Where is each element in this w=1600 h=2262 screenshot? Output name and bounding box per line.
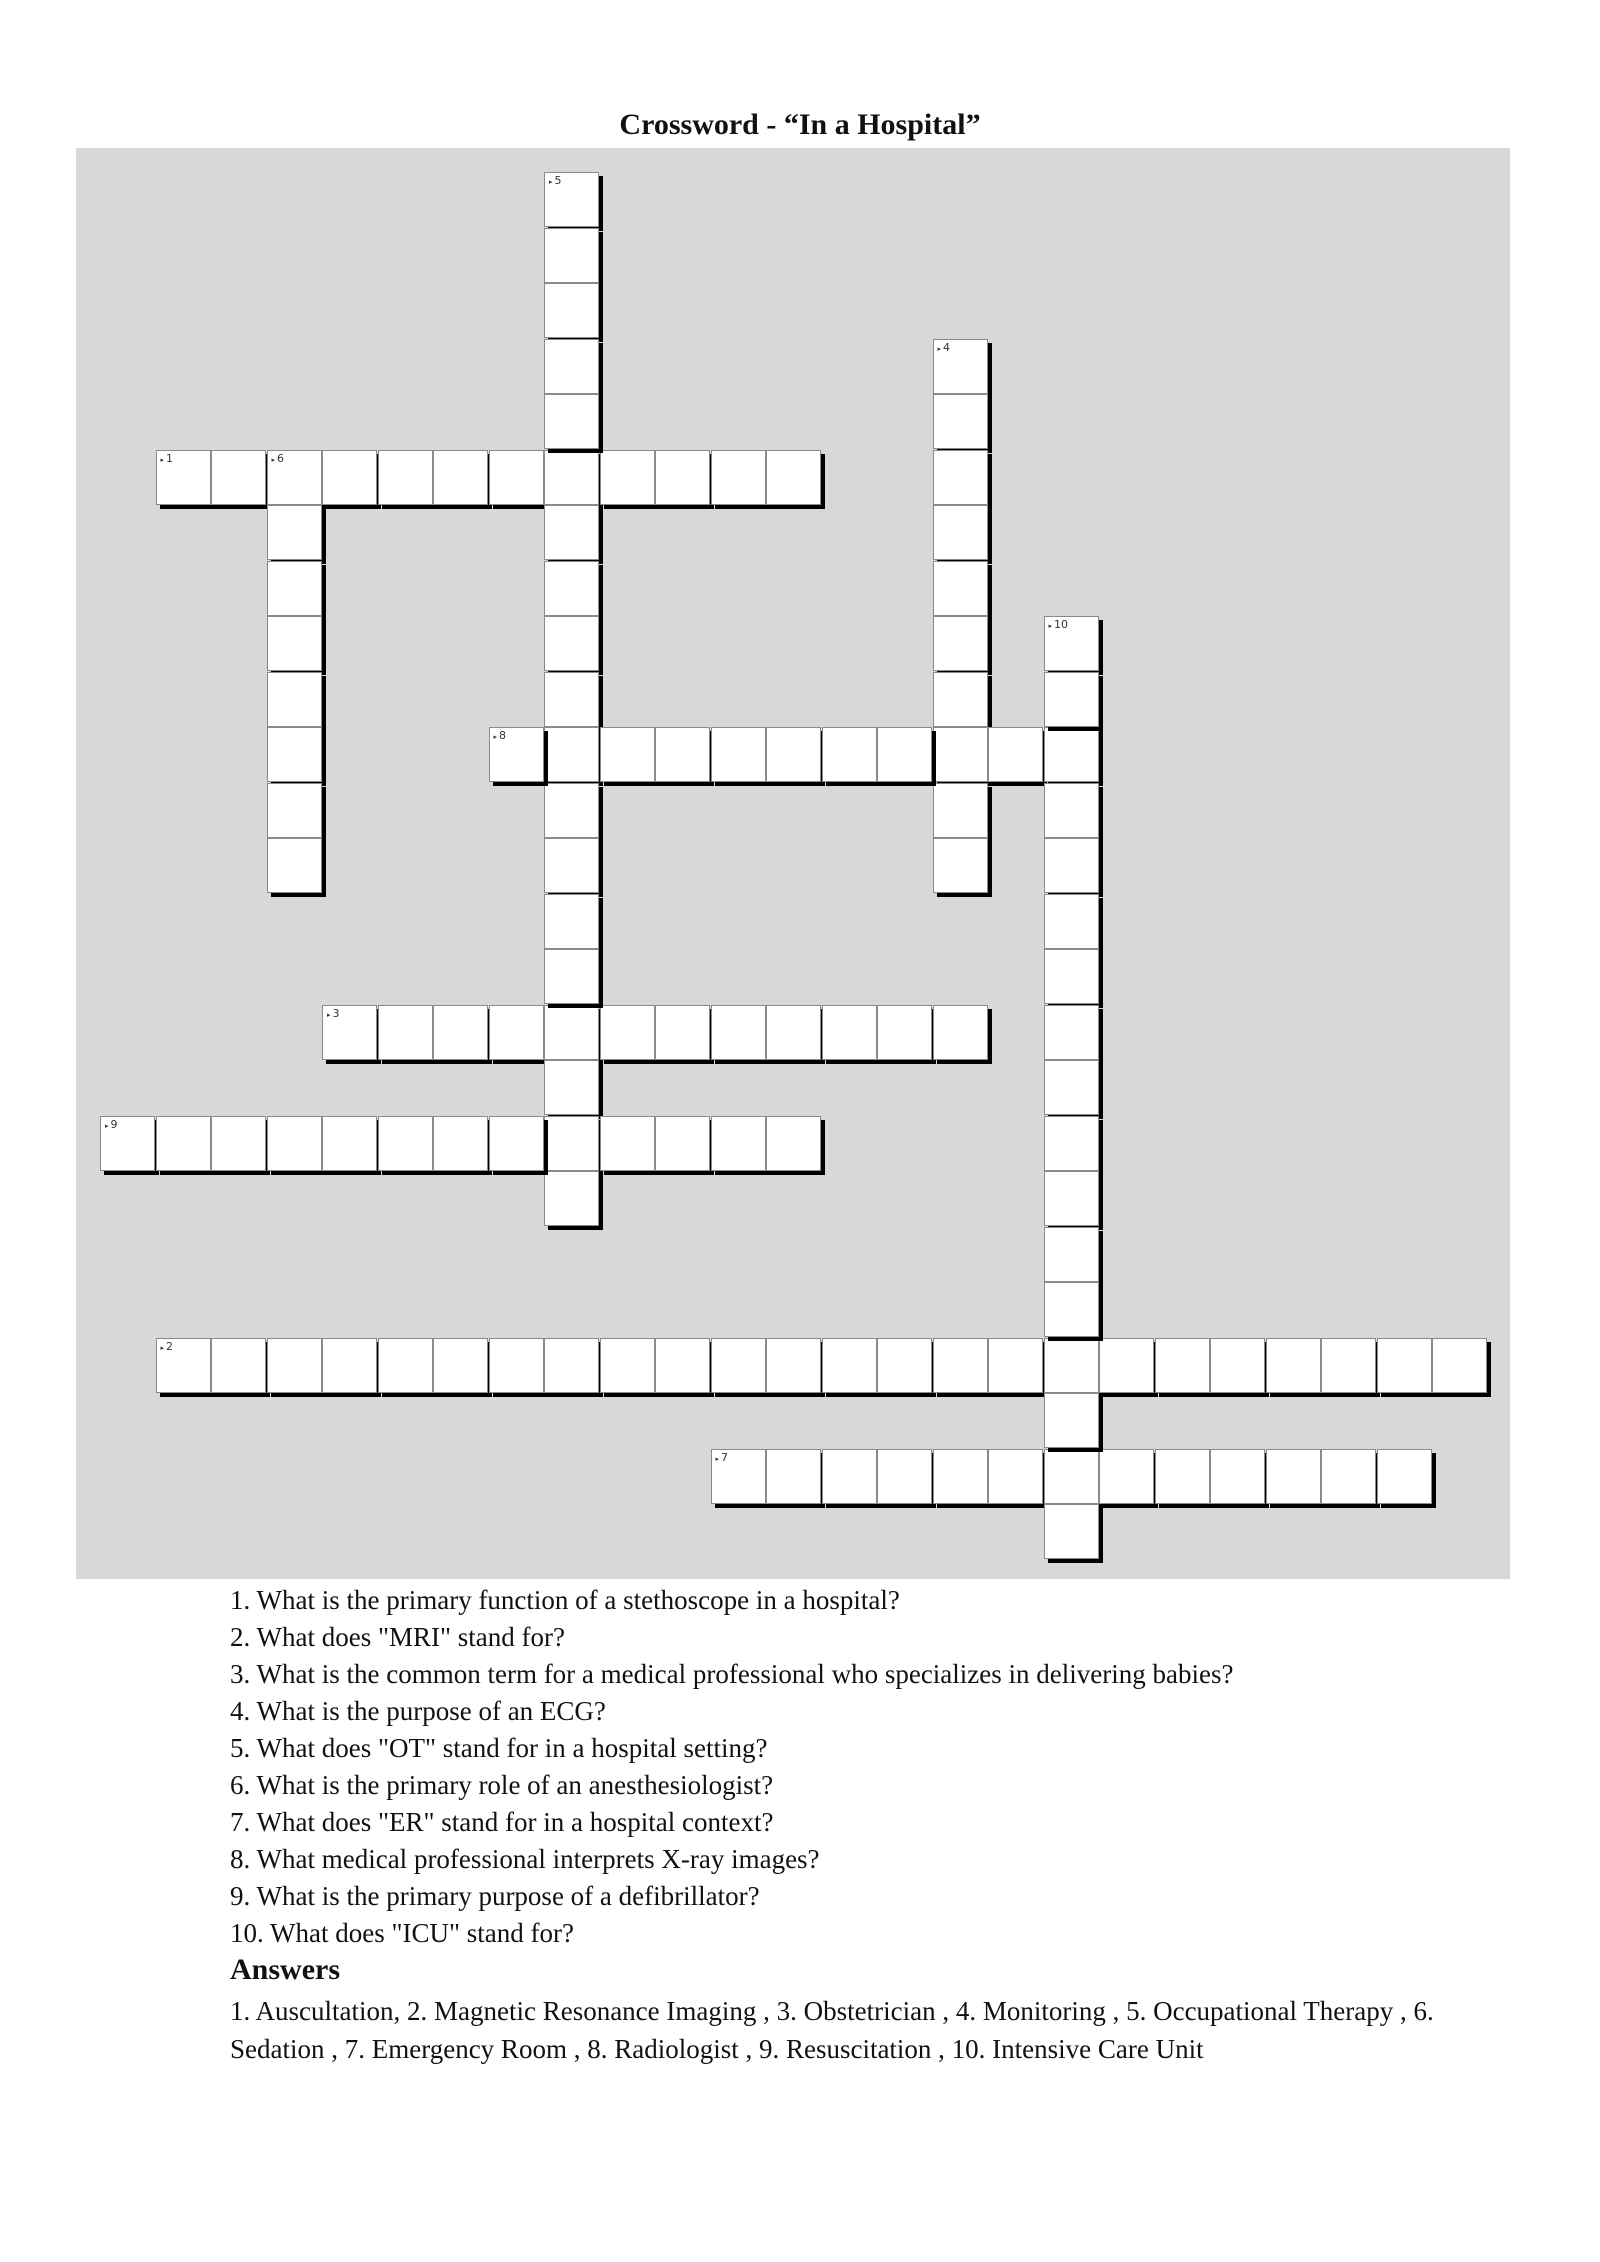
crossword-cell[interactable] [933, 1338, 988, 1393]
arrow-icon: ▸ [327, 1010, 331, 1019]
crossword-cell[interactable] [877, 1005, 932, 1060]
crossword-cell[interactable] [1044, 727, 1099, 782]
crossword-cell[interactable] [544, 339, 599, 394]
crossword-cell[interactable] [1210, 1338, 1265, 1393]
crossword-cell[interactable] [988, 1449, 1043, 1504]
arrow-icon: ▸ [1048, 622, 1053, 630]
crossword-cell[interactable] [433, 1116, 488, 1171]
crossword-cell[interactable] [378, 1005, 433, 1060]
arrow-icon: ▸ [493, 733, 498, 741]
crossword-cell[interactable] [766, 1005, 821, 1060]
crossword-cell[interactable] [489, 1338, 544, 1393]
clue-number-label: 4 [943, 340, 951, 354]
clue-item: 10. What does "ICU" stand for? [230, 1918, 574, 1948]
crossword-cell[interactable] [822, 1449, 877, 1504]
crossword-cell[interactable] [544, 894, 599, 949]
crossword-cell[interactable] [933, 450, 988, 505]
clue-number [494, 729, 507, 744]
crossword-cell[interactable] [711, 1338, 766, 1393]
crossword-cell[interactable] [1044, 1171, 1099, 1226]
crossword-cell[interactable] [655, 1005, 710, 1060]
crossword-cell[interactable] [211, 450, 266, 505]
crossword-cell[interactable] [988, 727, 1043, 782]
crossword-cell[interactable] [267, 783, 322, 838]
crossword-cell[interactable] [322, 1116, 377, 1171]
clue-item: 6. What is the primary role of an anesthesiologist? [230, 1770, 774, 1800]
arrow-icon: ▸ [937, 344, 942, 353]
crossword-cell[interactable] [1044, 1393, 1099, 1448]
crossword-cell[interactable] [489, 1116, 544, 1171]
crossword-cell[interactable] [1044, 1116, 1099, 1171]
arrow-icon: ▸ [105, 1121, 109, 1130]
crossword-cell[interactable] [1155, 1338, 1210, 1393]
arrow-icon: ▸ [160, 1343, 165, 1352]
crossword-cell[interactable] [933, 838, 988, 893]
clue-number [716, 1451, 729, 1466]
clue-item: 1. What is the primary function of a stethoscope in a hospital? [230, 1585, 900, 1615]
clue-number [549, 174, 562, 189]
clue-number-label: 1 [166, 451, 174, 465]
crossword-cell[interactable] [766, 1449, 821, 1504]
crossword-cell[interactable] [267, 561, 322, 616]
crossword-cell[interactable] [544, 283, 599, 338]
crossword-cell[interactable] [1044, 1227, 1099, 1282]
crossword-cell[interactable] [267, 727, 322, 782]
crossword-cell[interactable] [267, 672, 322, 727]
crossword-cell[interactable] [766, 1116, 821, 1171]
crossword-cell[interactable] [544, 228, 599, 283]
crossword-cell[interactable] [544, 949, 599, 1004]
crossword-cell[interactable] [322, 1005, 377, 1060]
crossword-cell[interactable] [711, 727, 766, 782]
crossword-cell[interactable] [933, 561, 988, 616]
crossword-cell[interactable] [1044, 894, 1099, 949]
crossword-cell[interactable] [933, 672, 988, 727]
crossword-cell[interactable] [766, 1338, 821, 1393]
crossword-cell[interactable] [1155, 1449, 1210, 1504]
crossword-cell[interactable] [766, 450, 821, 505]
crossword-cell[interactable] [1099, 1449, 1154, 1504]
crossword-cell[interactable] [433, 450, 488, 505]
answers-text: 1. Auscultation, 2. Magnetic Resonance Imaging , 3. Obstetrician , 4. Monitoring , 5. Occupational Therapy , 6. Sedation , 7. Emergency Room , 8. Radiologist , 9. Resuscitation , 10. Intensive Care Unit [230, 1996, 1434, 2064]
clue-item: 2. What does "MRI" stand for? [230, 1622, 565, 1652]
crossword-cell[interactable] [544, 783, 599, 838]
page-title: Crossword - “In a Hospital” [619, 108, 981, 141]
crossword-cell[interactable] [1321, 1338, 1376, 1393]
crossword-cell[interactable] [378, 1116, 433, 1171]
crossword-cell[interactable] [544, 1005, 599, 1060]
crossword-cell[interactable] [600, 450, 655, 505]
crossword-cell[interactable] [933, 1005, 988, 1060]
crossword-cell[interactable] [156, 450, 211, 505]
arrow-icon: ▸ [271, 455, 276, 464]
arrow-icon: ▸ [160, 455, 165, 464]
crossword-cell[interactable] [822, 1338, 877, 1393]
crossword-cell[interactable] [378, 1338, 433, 1393]
crossword-cell[interactable] [988, 1338, 1043, 1393]
crossword-cell[interactable] [1266, 1449, 1321, 1504]
crossword-cell[interactable] [544, 1338, 599, 1393]
crossword-grid [76, 148, 1510, 1579]
crossword-cell[interactable] [933, 1449, 988, 1504]
crossword-cell[interactable] [544, 616, 599, 671]
clue-number [161, 1340, 174, 1355]
clue-number [161, 452, 174, 467]
crossword-cell[interactable] [600, 1005, 655, 1060]
clue-number-label: 3 [332, 1006, 340, 1020]
crossword-cell[interactable] [877, 1338, 932, 1393]
crossword-cell[interactable] [711, 450, 766, 505]
crossword-cell[interactable] [1210, 1449, 1265, 1504]
crossword-cell[interactable] [322, 1338, 377, 1393]
crossword-cell[interactable] [267, 616, 322, 671]
clue-number-label: 7 [721, 1450, 729, 1464]
crossword-cell[interactable] [933, 394, 988, 449]
clue-list [230, 1582, 1530, 1952]
crossword-cell[interactable] [933, 505, 988, 560]
crossword-cell[interactable] [156, 1116, 211, 1171]
crossword-cell[interactable] [1044, 1504, 1099, 1559]
crossword-cell[interactable] [655, 1116, 710, 1171]
clue-number [938, 341, 951, 356]
crossword-cell[interactable] [267, 505, 322, 560]
clue-number-label: 10 [1054, 618, 1069, 631]
clue-item: 4. What is the purpose of an ECG? [230, 1696, 606, 1726]
clue-item: 5. What does "OT" stand for in a hospital setting? [230, 1733, 768, 1763]
arrow-icon: ▸ [549, 178, 553, 186]
crossword-cell[interactable] [156, 1338, 211, 1393]
clue-number-label: 2 [166, 1339, 174, 1353]
crossword-cell[interactable] [1099, 1338, 1154, 1393]
crossword-cell[interactable] [433, 1338, 488, 1393]
crossword-cell[interactable] [933, 616, 988, 671]
crossword-cell[interactable] [267, 1338, 322, 1393]
clue-number-label: 8 [499, 729, 507, 742]
crossword-cell[interactable] [711, 1449, 766, 1504]
crossword-cell[interactable] [1044, 616, 1099, 671]
crossword-cell[interactable] [544, 561, 599, 616]
crossword-cell[interactable] [267, 450, 322, 505]
answers-heading: Answers [230, 1953, 340, 1986]
crossword-cell[interactable] [378, 450, 433, 505]
crossword-cell[interactable] [600, 727, 655, 782]
clue-number [105, 1118, 118, 1133]
crossword-cell[interactable] [933, 783, 988, 838]
crossword-cell[interactable] [544, 450, 599, 505]
crossword-cell[interactable] [1044, 672, 1099, 727]
crossword-cell[interactable] [544, 394, 599, 449]
crossword-cell[interactable] [600, 1116, 655, 1171]
clue-number-label: 5 [554, 174, 562, 187]
crossword-cell[interactable] [1044, 1060, 1099, 1115]
crossword-cell[interactable] [711, 1116, 766, 1171]
crossword-cell[interactable] [267, 838, 322, 893]
crossword-cell[interactable] [1044, 1449, 1099, 1504]
crossword-cell[interactable] [544, 172, 599, 227]
clue-item: 3. What is the common term for a medical professional who specializes in delivering babies? [230, 1659, 1234, 1689]
crossword-cell[interactable] [822, 727, 877, 782]
crossword-cell[interactable] [822, 1005, 877, 1060]
crossword-cell[interactable] [211, 1338, 266, 1393]
crossword-cell[interactable] [544, 1171, 599, 1226]
clue-item: 7. What does "ER" stand for in a hospital context? [230, 1807, 774, 1837]
crossword-cell[interactable] [877, 727, 932, 782]
crossword-cell[interactable] [489, 1005, 544, 1060]
crossword-cell[interactable] [1044, 1282, 1099, 1337]
crossword-cell[interactable] [544, 838, 599, 893]
crossword-cell[interactable] [600, 1338, 655, 1393]
crossword-cell[interactable] [1266, 1338, 1321, 1393]
crossword-cell[interactable] [544, 727, 599, 782]
crossword-cell[interactable] [544, 1060, 599, 1115]
clue-item: 9. What is the primary purpose of a defibrillator? [230, 1881, 760, 1911]
crossword-cell[interactable] [766, 727, 821, 782]
clue-number-label: 9 [110, 1117, 118, 1131]
crossword-cell[interactable] [1044, 783, 1099, 838]
crossword-cell[interactable] [1044, 1338, 1099, 1393]
clue-number [272, 452, 285, 467]
crossword-cell[interactable] [544, 1116, 599, 1171]
crossword-cell[interactable] [433, 1005, 488, 1060]
clue-number [1049, 618, 1069, 633]
crossword-cell[interactable] [933, 727, 988, 782]
arrow-icon: ▸ [715, 1454, 720, 1463]
crossword-cell[interactable] [489, 727, 544, 782]
crossword-cell[interactable] [655, 727, 710, 782]
clue-number-label: 6 [277, 451, 285, 465]
crossword-cell[interactable] [322, 450, 377, 505]
crossword-cell[interactable] [211, 1116, 266, 1171]
crossword-cell[interactable] [655, 450, 710, 505]
clue-item: 8. What medical professional interprets X-ray images? [230, 1844, 820, 1874]
crossword-cell[interactable] [1044, 949, 1099, 1004]
clue-number [327, 1007, 340, 1022]
crossword-cell[interactable] [933, 339, 988, 394]
crossword-cell[interactable] [489, 450, 544, 505]
crossword-cell[interactable] [1432, 1338, 1487, 1393]
crossword-cell[interactable] [544, 505, 599, 560]
crossword-cell[interactable] [1377, 1449, 1432, 1504]
crossword-cell[interactable] [1321, 1449, 1376, 1504]
crossword-cell[interactable] [1044, 838, 1099, 893]
crossword-cell[interactable] [1377, 1338, 1432, 1393]
crossword-cell[interactable] [1044, 1005, 1099, 1060]
crossword-cell[interactable] [711, 1005, 766, 1060]
crossword-cell[interactable] [544, 672, 599, 727]
crossword-cell[interactable] [100, 1116, 155, 1171]
crossword-cell[interactable] [655, 1338, 710, 1393]
crossword-cell[interactable] [267, 1116, 322, 1171]
crossword-cell[interactable] [877, 1449, 932, 1504]
